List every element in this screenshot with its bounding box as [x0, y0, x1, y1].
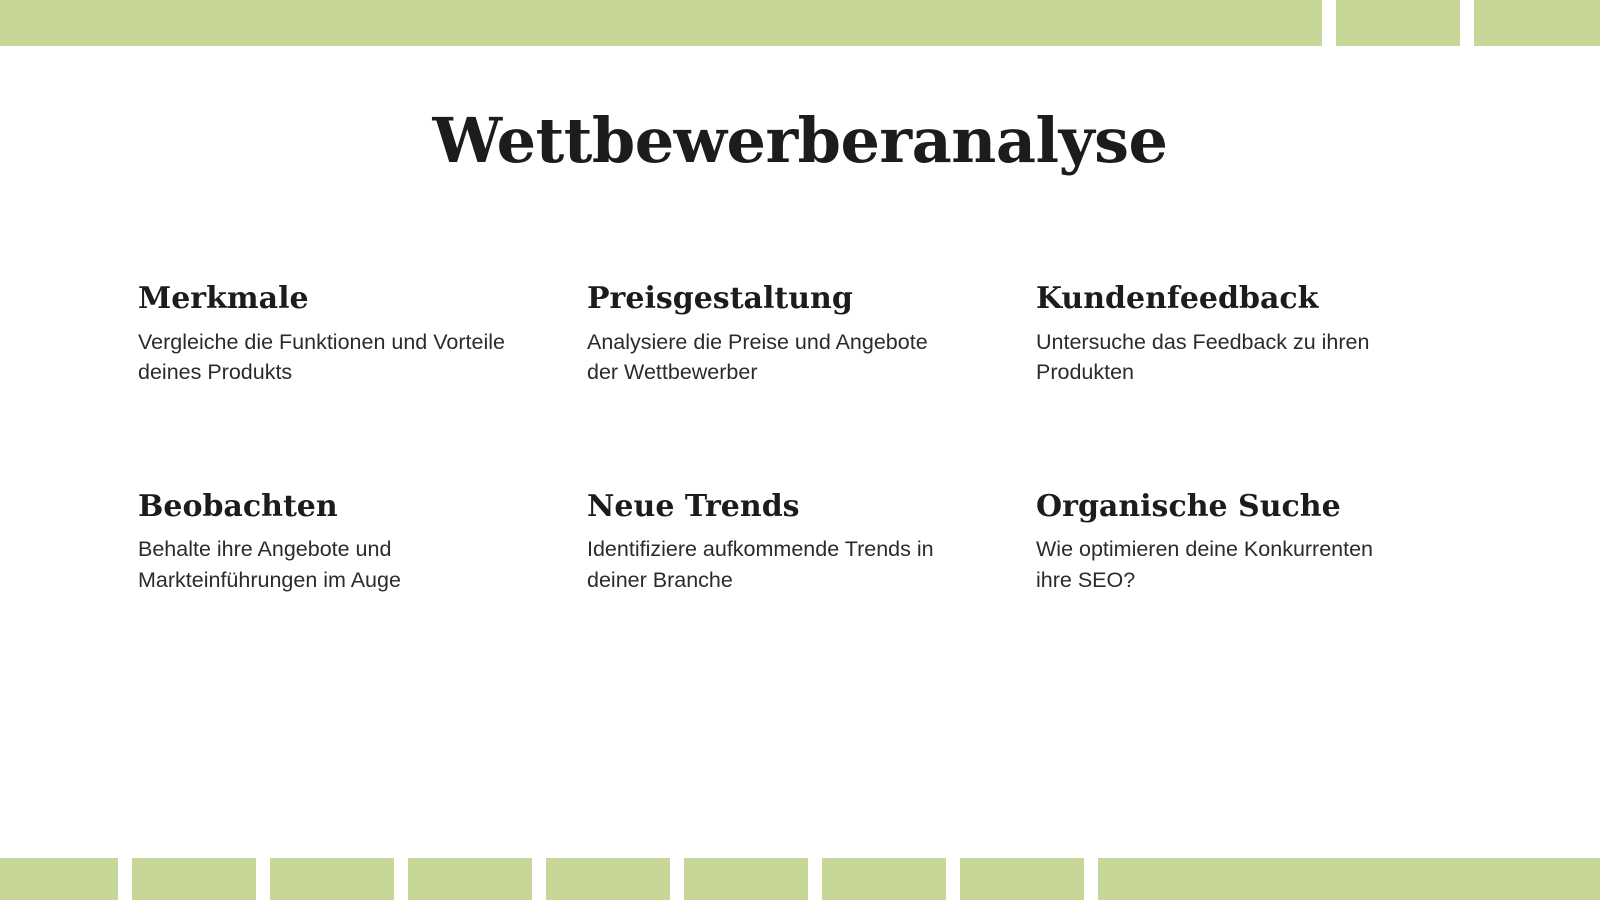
bottom-decoration-block	[960, 858, 1084, 900]
top-decoration-block-2	[1336, 0, 1460, 46]
grid-item-description: Behalte ihre Angebote und Markteinführungen im Auge	[138, 537, 401, 592]
grid-item-heading: Organische Suche	[1036, 488, 1341, 524]
grid-item-preisgestaltung	[587, 282, 967, 388]
top-decoration-bar	[0, 0, 1600, 46]
grid-item-heading: Beobachten	[138, 488, 338, 524]
bottom-decoration-block	[684, 858, 808, 900]
bottom-decoration-block	[132, 858, 256, 900]
grid-item-heading: Kundenfeedback	[1036, 281, 1319, 316]
feature-grid	[138, 282, 1498, 595]
top-decoration-block-1	[0, 0, 1322, 46]
grid-item-kundenfeedback	[1036, 282, 1416, 388]
grid-item-heading: Merkmale	[138, 281, 309, 316]
bottom-decoration-block	[822, 858, 946, 900]
bottom-decoration-block	[1098, 858, 1600, 900]
grid-item-beobachten	[138, 490, 518, 596]
bottom-decoration-block	[408, 858, 532, 900]
bottom-decoration-block	[546, 858, 670, 900]
grid-item-description: Identifiziere aufkommende Trends in deiner Branche	[587, 537, 934, 592]
grid-item-heading: Neue Trends	[587, 488, 800, 524]
grid-item-merkmale	[138, 282, 518, 388]
grid-item-description: Wie optimieren deine Konkurrenten ihre SEO?	[1036, 537, 1374, 592]
grid-item-description: Untersuche das Feedback zu ihren Produkten	[1036, 329, 1370, 385]
grid-item-description: Analysiere die Preise und Angebote der Wettbewerber	[587, 329, 928, 385]
bottom-decoration-block	[0, 858, 118, 900]
page-title: Wettbewerberanalyse	[432, 104, 1168, 177]
grid-item-organische-suche	[1036, 490, 1416, 596]
grid-item-description: Vergleiche die Funktionen und Vorteile deines Produkts	[138, 329, 505, 385]
grid-item-neue-trends	[587, 490, 967, 596]
bottom-decoration-bar	[0, 858, 1600, 900]
top-decoration-block-3	[1474, 0, 1600, 46]
bottom-decoration-block	[270, 858, 394, 900]
grid-item-heading: Preisgestaltung	[587, 281, 853, 316]
